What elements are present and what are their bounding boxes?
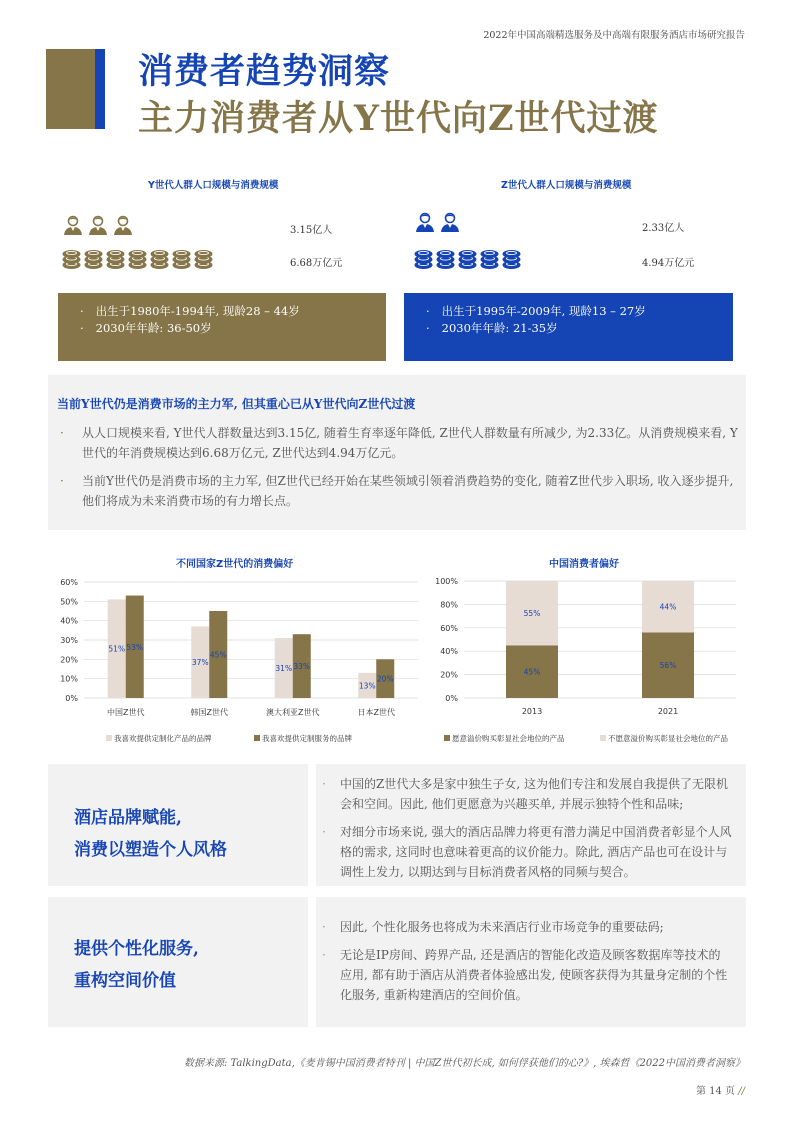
coin-stack-icon <box>106 248 125 270</box>
z-gen-info-box <box>404 293 733 361</box>
x-tick-label: 韩国Z世代 <box>190 708 228 717</box>
z-gen-spending: 4.94万亿元 <box>642 258 695 269</box>
list-item <box>322 822 732 882</box>
bullet: · <box>322 825 326 839</box>
panel-brand-title <box>74 802 227 866</box>
z-gen-title: Z世代人群人口规模与消费规模 <box>501 180 632 191</box>
data-label: 33% <box>293 662 311 672</box>
y-tick-label: 40% <box>60 616 78 626</box>
data-label: 45% <box>523 667 541 677</box>
summary-box <box>48 375 746 530</box>
page-number-text: 第 14 页 <box>695 1086 736 1097</box>
y-tick-label: 100% <box>435 577 458 586</box>
y-gen-age-2030: 2030年年龄: 36-50岁 <box>95 321 212 335</box>
page-title: 消费者趋势洞察 <box>138 51 391 92</box>
legend-swatch <box>106 735 112 741</box>
data-label: 45% <box>209 650 227 660</box>
summary-paragraph <box>60 471 740 511</box>
coin-stack-icon <box>502 248 521 270</box>
x-tick-label: 中国Z世代 <box>107 708 145 717</box>
person-icon <box>112 214 134 236</box>
coin-stack-icon <box>436 248 455 270</box>
y-gen-spending: 6.68万亿元 <box>290 258 343 269</box>
y-gen-birth: 出生于1980年-1994年, 现龄28 – 44岁 <box>95 304 300 318</box>
summary-paragraph <box>60 423 740 463</box>
data-label: 20% <box>376 674 394 684</box>
legend-label: 我喜欢提供定制服务的品牌 <box>262 734 352 743</box>
chart-china-preference <box>430 570 746 750</box>
coin-stack-icon <box>172 248 191 270</box>
coin-stack-icon <box>194 248 213 270</box>
person-icon <box>414 211 436 233</box>
coin-stack-icon <box>62 248 81 270</box>
list-item <box>322 774 732 814</box>
list-item <box>322 945 732 1005</box>
chart-title-z-preference: 不同国家Z世代的消费偏好 <box>176 559 294 570</box>
data-label: 56% <box>659 661 677 671</box>
bullet: · <box>322 777 326 791</box>
panel-service-text-1: 因此, 个性化服务也将成为未来酒店行业市场竞争的重要砝码; <box>340 920 664 934</box>
y-tick-label: 60% <box>440 623 458 633</box>
z-gen-age-2030: 2030年年龄: 21-35岁 <box>441 321 558 335</box>
y-tick-label: 20% <box>60 655 78 665</box>
bullet: · <box>60 474 64 488</box>
data-label: 51% <box>108 644 126 654</box>
y-tick-label: 80% <box>440 600 458 610</box>
panel-brand-text-1: 中国的Z世代大多是家中独生子女, 这为他们专注和发展自我提供了无限机会和空间。因此, 他们更愿意为兴趣买单, 并展示独特个性和品味; <box>340 777 728 811</box>
y-tick-label: 50% <box>60 597 78 607</box>
y-tick-label: 0% <box>445 694 458 703</box>
summary-heading: 当前Y世代仍是消费市场的主力军, 但其重心已从Y世代向Z世代过渡 <box>57 397 416 411</box>
panel-brand-items <box>322 774 732 890</box>
y-tick-label: 30% <box>60 636 78 645</box>
y-tick-label: 10% <box>60 674 78 684</box>
coin-stack-icon <box>480 248 499 270</box>
bullet: · <box>322 948 326 962</box>
legend-label: 我喜欢提供定制化产品的品牌 <box>114 734 212 743</box>
person-icon <box>87 214 109 236</box>
panel-brand-text-2: 对细分市场来说, 强大的酒店品牌力将更有潜力满足中国消费者彰显个人风格的需求, 这同时也意味着更高的议价能力。除此, 酒店产品也可在设计与调性上发力, 以期达到与目标消费者风格的同频与契合。 <box>340 825 732 879</box>
bullet: · <box>426 321 430 335</box>
panel-divider <box>308 897 316 1027</box>
panel-brand <box>48 764 746 886</box>
z-gen-people-icons <box>414 211 461 233</box>
y-gen-people-icons <box>62 214 134 236</box>
panel-service <box>48 897 746 1027</box>
panel-title-line: 重构空间价值 <box>74 971 176 991</box>
coin-stack-icon <box>128 248 147 270</box>
page-subtitle: 主力消费者从Y世代向Z世代过渡 <box>138 98 659 139</box>
panel-title-line: 消费以塑造个人风格 <box>74 840 227 860</box>
list-item <box>322 917 732 937</box>
data-label: 37% <box>191 658 209 668</box>
legend-swatch <box>444 735 450 741</box>
coin-stack-icon <box>84 248 103 270</box>
x-tick-label: 日本Z世代 <box>357 708 395 717</box>
coin-stack-icon <box>458 248 477 270</box>
title-accent-gold <box>46 49 95 129</box>
bullet: · <box>426 304 430 318</box>
page-number-suffix: // <box>738 1086 745 1097</box>
y-gen-info-box <box>58 293 386 361</box>
bullet: · <box>322 920 326 934</box>
data-source: 数据来源: TalkingData,《麦肯锡中国消费者特刊 | 中国Z世代初长成, 如何俘获他们的心?》, 埃森哲《2022中国消费者洞察》 <box>183 1058 745 1069</box>
y-tick-label: 20% <box>440 670 458 680</box>
coin-stack-icon <box>414 248 433 270</box>
data-label: 53% <box>126 642 144 652</box>
y-tick-label: 60% <box>60 578 78 587</box>
person-icon <box>439 211 461 233</box>
y-tick-label: 40% <box>440 647 458 657</box>
summary-text-2: 当前Y世代仍是消费市场的主力军, 但Z世代已经开始在某些领域引领着消费趋势的变化, 随着Z世代步入职场, 收入逐步提升, 他们将成为未来消费市场的有力增长点。 <box>82 474 734 508</box>
x-tick-label: 澳大利亚Z世代 <box>266 708 320 717</box>
y-gen-population: 3.15亿人 <box>290 225 333 236</box>
y-gen-title: Y世代人群人口规模与消费规模 <box>148 180 279 191</box>
legend-swatch <box>254 735 260 741</box>
panel-divider <box>308 764 316 886</box>
coin-stack-icon <box>150 248 169 270</box>
title-accent-blue <box>95 49 105 129</box>
panel-title-line: 提供个性化服务, <box>74 939 199 959</box>
chart-z-gen-preference <box>48 570 428 750</box>
bullet: · <box>60 426 64 440</box>
legend-swatch <box>600 735 606 741</box>
page-number <box>696 1082 745 1097</box>
x-tick-label: 2021 <box>657 707 679 716</box>
data-label: 44% <box>659 602 677 612</box>
person-icon <box>62 214 84 236</box>
panel-title-line: 酒店品牌赋能, <box>74 808 182 828</box>
chart-title-china-preference: 中国消费者偏好 <box>549 559 619 570</box>
summary-text-1: 从人口规模来看, Y世代人群数量达到3.15亿, 随着生育率逐年降低, Z世代人群数量有所减少, 为2.33亿。从消费规模来看, Y世代的年消费规模达到6.68万亿元, Z世代达到4.94万亿元。 <box>82 426 738 460</box>
bullet: · <box>80 321 84 335</box>
z-gen-birth: 出生于1995年-2009年, 现龄13 – 27岁 <box>441 304 646 318</box>
report-title: 2022年中国高端精选服务及中高端有限服务酒店市场研究报告 <box>483 30 745 41</box>
panel-service-text-2: 无论是IP房间、跨界产品, 还是酒店的智能化改造及顾客数据库等技术的应用, 都有助于酒店从消费者体验感出发, 使顾客获得为其量身定制的个性化服务, 重新构建酒店的空间价值。 <box>340 948 728 1002</box>
bullet: · <box>80 304 84 318</box>
data-label: 13% <box>358 681 376 691</box>
legend-label: 愿意溢价购买彰显社会地位的产品 <box>452 734 565 743</box>
data-label: 31% <box>275 664 293 674</box>
z-gen-population: 2.33亿人 <box>642 223 685 234</box>
data-label: 55% <box>523 609 541 619</box>
y-tick-label: 0% <box>65 694 78 703</box>
z-gen-coin-icons <box>414 248 521 270</box>
y-gen-coin-icons <box>62 248 213 270</box>
panel-service-items <box>322 917 732 1013</box>
panel-service-title <box>74 933 199 997</box>
x-tick-label: 2013 <box>521 707 543 716</box>
legend-label: 不愿意溢价购买彰显社会地位的产品 <box>608 734 728 743</box>
